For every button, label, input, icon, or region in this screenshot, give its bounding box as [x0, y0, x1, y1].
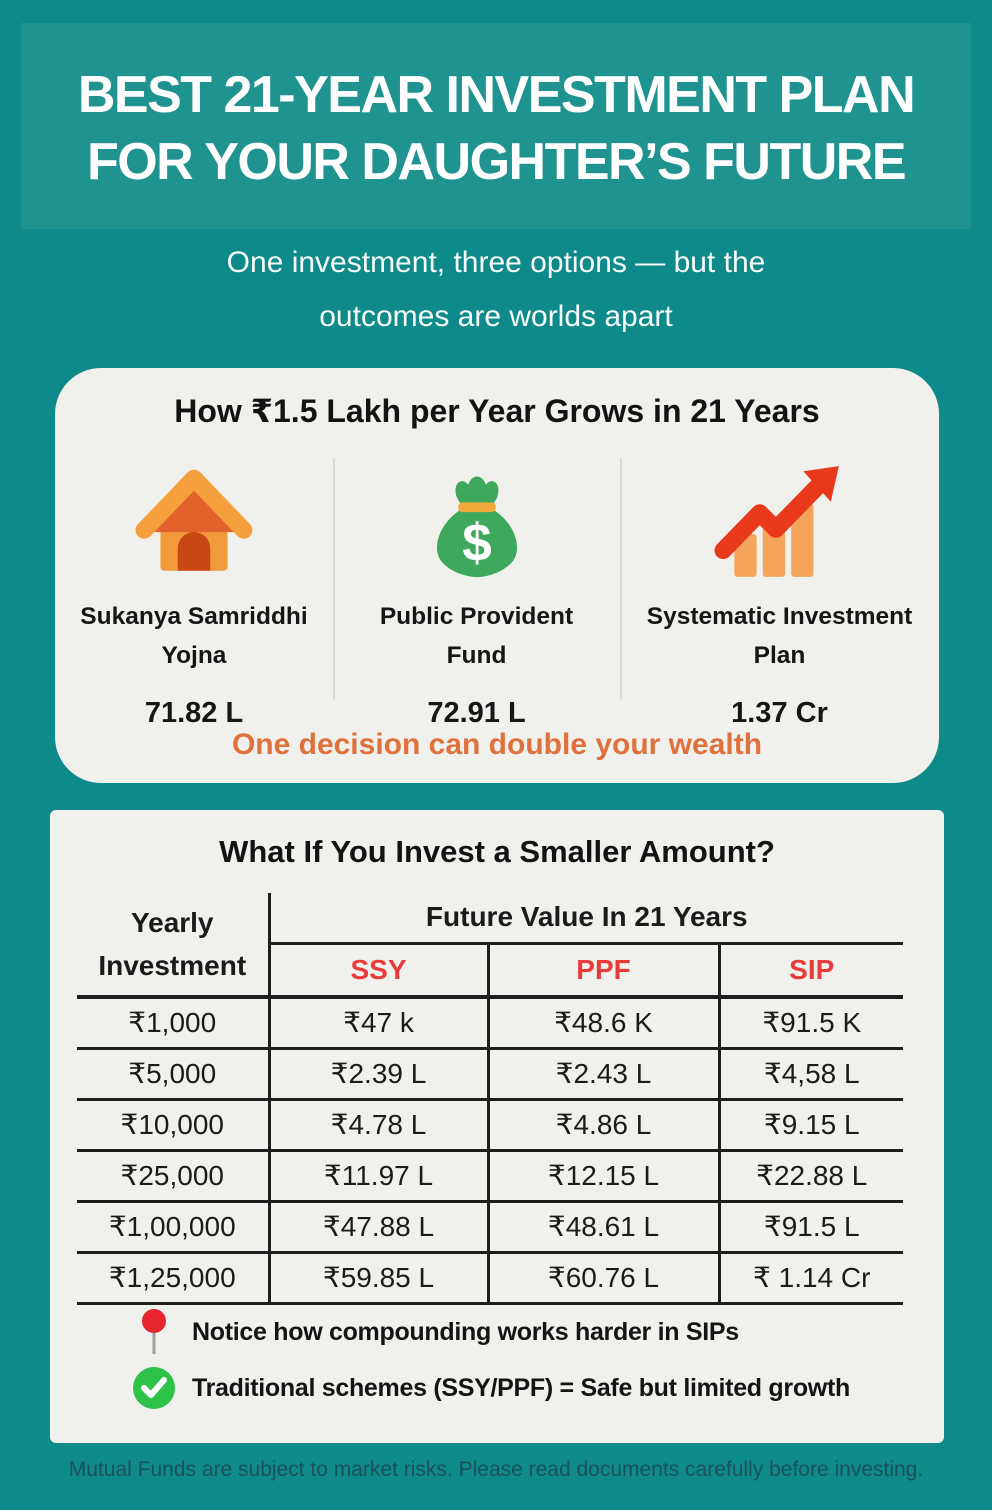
option-label: Public Provident Fund	[379, 603, 574, 669]
table-row	[77, 997, 903, 1048]
table-cell: ₹91.5 L	[719, 1201, 903, 1252]
table-cell: ₹12.15 L	[488, 1150, 719, 1201]
options-row	[55, 456, 939, 730]
note-pin	[128, 1306, 850, 1358]
option-label: Systematic Investment Plan	[646, 603, 913, 669]
table-cell: ₹22.88 L	[719, 1150, 903, 1201]
table-row	[77, 1048, 903, 1099]
option-value: 71.82 L	[144, 697, 244, 730]
table-cell: ₹47 k	[269, 997, 488, 1048]
pin-icon	[128, 1307, 180, 1357]
table-cell: ₹60.76 L	[488, 1252, 719, 1303]
table-cell: ₹5,000	[77, 1048, 269, 1099]
table-row	[77, 1201, 903, 1252]
svg-text:$: $	[461, 513, 492, 573]
table-row	[77, 1150, 903, 1201]
table-cell: ₹10,000	[77, 1099, 269, 1150]
table-row	[77, 1252, 903, 1303]
growth-chart-icon	[714, 456, 846, 588]
subtitle-line2: outcomes are worlds apart	[319, 300, 673, 333]
comparison-table	[77, 893, 903, 1305]
table-cell: ₹9.15 L	[719, 1099, 903, 1150]
table-cell: ₹1,000	[77, 997, 269, 1048]
subtitle-line1: One investment, three options — but the	[226, 246, 766, 279]
footer-disclaimer: Mutual Funds are subject to market risks. Please read documents carefully before investing.	[68, 1458, 924, 1481]
check-icon	[128, 1365, 180, 1411]
growth-card	[55, 368, 939, 783]
yearly-investment-header: Yearly Investment	[77, 893, 269, 997]
ssy-column-header: SSY	[269, 943, 488, 997]
investment-option-ssy	[55, 456, 333, 730]
subtitle	[0, 236, 992, 344]
table-cell: ₹1,00,000	[77, 1201, 269, 1252]
future-value-header: Future Value In 21 Years	[269, 893, 903, 943]
table-cell: ₹25,000	[77, 1150, 269, 1201]
page-title	[0, 62, 992, 195]
house-icon	[133, 456, 255, 588]
table-cell: ₹91.5 K	[719, 997, 903, 1048]
option-value: 1.37 Cr	[731, 697, 828, 730]
table-cell: ₹4.78 L	[269, 1099, 488, 1150]
table-cell: ₹48.6 K	[488, 997, 719, 1048]
table-card	[50, 810, 944, 1443]
table-cell: ₹4.86 L	[488, 1099, 719, 1150]
note-text: Traditional schemes (SSY/PPF) = Safe but limited growth	[192, 1373, 850, 1402]
table-cell: ₹2.43 L	[488, 1048, 719, 1099]
table-cell: ₹4,58 L	[719, 1048, 903, 1099]
investment-option-sip	[620, 456, 939, 730]
sip-column-header: SIP	[719, 943, 903, 997]
growth-card-title: How ₹1.5 Lakh per Year Grows in 21 Years	[174, 393, 820, 429]
growth-card-caption: One decision can double your wealth	[231, 728, 763, 761]
table-row	[77, 1099, 903, 1150]
table-cell: ₹59.85 L	[269, 1252, 488, 1303]
notes	[128, 1306, 850, 1418]
note-text: Notice how compounding works harder in SIPs	[192, 1317, 739, 1346]
investment-option-ppf	[333, 456, 620, 730]
table-cell: ₹2.39 L	[269, 1048, 488, 1099]
page-title-line1: BEST 21-YEAR INVESTMENT PLAN	[77, 66, 915, 124]
option-label: Sukanya Samriddhi Yojna	[80, 603, 308, 669]
option-value: 72.91 L	[427, 697, 526, 730]
table-card-title: What If You Invest a Smaller Amount?	[219, 834, 775, 869]
table-cell: ₹11.97 L	[269, 1150, 488, 1201]
table-cell: ₹ 1.14 Cr	[719, 1252, 903, 1303]
table-cell: ₹48.61 L	[488, 1201, 719, 1252]
ppf-column-header: PPF	[488, 943, 719, 997]
page-title-line2: FOR YOUR DAUGHTER’S FUTURE	[86, 132, 906, 191]
table-cell: ₹47.88 L	[269, 1201, 488, 1252]
table-cell: ₹1,25,000	[77, 1252, 269, 1303]
note-check	[128, 1362, 850, 1414]
money-bag-icon	[418, 456, 536, 588]
